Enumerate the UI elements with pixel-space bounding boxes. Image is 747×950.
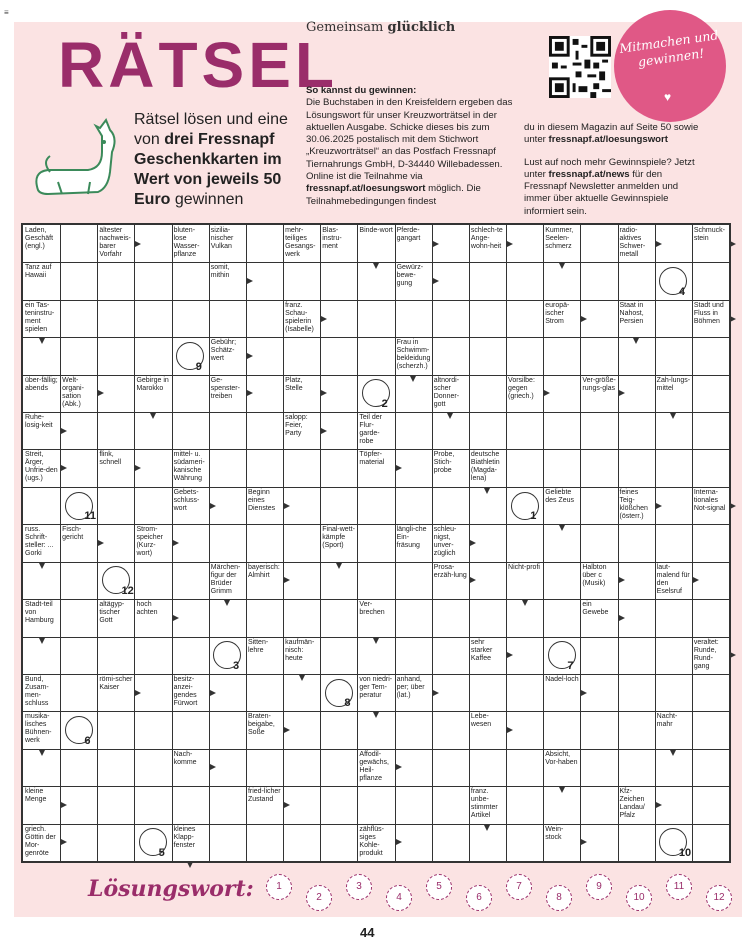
clue-cell: längli-che Ein-fräsung [396, 525, 432, 561]
clue-cell: besitz-anzei-gendes Fürwort [173, 675, 209, 711]
intro-text: Rätsel lösen und eine von drei Fressnapf Geschenkkarten im Wert von jeweils 50 Euro gewinnen [134, 111, 288, 208]
clue-cell: sizilia-nischer Vulkan [210, 226, 246, 262]
solution-slot[interactable]: 2 [306, 885, 332, 911]
clue-cell: zähflüs-siges Kohle-produkt [358, 825, 394, 861]
arrow-right-icon [284, 577, 290, 583]
clue-cell: Stadt und Fluss in Böhmen [693, 301, 729, 337]
clue-cell: Bund, Zusam-men-schluss [24, 675, 60, 711]
circle-number: 12 [121, 585, 134, 598]
arrow-right-icon [693, 577, 699, 583]
arrow-right-icon [284, 802, 290, 808]
clue-cell: Lebe-wesen [470, 712, 506, 748]
clue-cell: radio-aktives Schwer-metall [619, 226, 655, 262]
arrow-right-icon [656, 503, 662, 509]
grid-line [23, 562, 729, 563]
clue-cell: veraltet: Runde, Rund-gang [693, 638, 729, 674]
circle-number: 2 [381, 398, 388, 411]
arrow-right-icon [619, 577, 625, 583]
clue-cell: Kfz-Zeichen Landau/ Pfalz [619, 787, 655, 823]
clue-cell: Schmuck-stein [693, 226, 729, 262]
clue-cell: Strom-speicher (Kurz-wort) [135, 525, 171, 561]
arrow-down-icon [39, 338, 45, 344]
solution-slot[interactable]: 7 [506, 874, 532, 900]
arrow-right-icon [433, 690, 439, 696]
clue-cell: ältester nachweis-barer Vorfahr [98, 226, 134, 262]
arrow-right-icon [210, 690, 216, 696]
arrow-right-icon [507, 652, 513, 658]
heart-icon: ♥ [664, 90, 672, 104]
clue-cell: ein Tas-teninstru-ment spielen [24, 301, 60, 337]
clue-cell: schleu-nigst, unver-züglich [433, 525, 469, 561]
circle-number: 6 [84, 734, 91, 747]
how-to-win-continued: du in diesem Magazin auf Seite 50 sowie unter fressnapf.at/loesungswort Lust auf noch mehr Gewinnspiele? Jetzt unter fressnapf.at/news für den Fressnapf Newsletter anmelden und immer über aktuelle Gewinnspiele informiert sein. [524, 122, 699, 217]
clue-cell: sehr starker Kaffee [470, 638, 506, 674]
clue-cell: Zah-lungs-mittel [656, 376, 692, 412]
arrow-down-icon [373, 712, 379, 718]
clue-cell: bayerisch: Almhirt [247, 563, 283, 599]
grid-line [655, 225, 656, 861]
arrow-right-icon [284, 503, 290, 509]
arrow-right-icon [61, 428, 67, 434]
arrow-right-icon [581, 316, 587, 322]
arrow-right-icon [210, 764, 216, 770]
arrow-right-icon [135, 690, 141, 696]
page-number: 44 [360, 925, 375, 940]
arrow-right-icon [656, 241, 662, 247]
arrow-right-icon [730, 652, 736, 658]
clue-cell: Fisch-gericht [61, 525, 97, 561]
clue-cell: Nadel-loch [544, 675, 580, 711]
clue-cell: Interna-tionales Not-signal [693, 488, 729, 524]
arrow-down-icon [373, 638, 379, 644]
arrow-right-icon [321, 428, 327, 434]
arrow-right-icon [135, 241, 141, 247]
clue-cell: Pferde-gangart [396, 226, 432, 262]
clue-cell: von niedri-ger Tem-peratur [358, 675, 394, 711]
arrow-down-icon [559, 263, 565, 269]
arrow-right-icon [619, 390, 625, 396]
clue-cell: Platz, Stelle [284, 376, 320, 412]
clue-cell: Gebets-schluss-wort [173, 488, 209, 524]
arrow-right-icon [247, 278, 253, 284]
arrow-down-icon [633, 338, 639, 344]
arrow-right-icon [730, 241, 736, 247]
arrow-right-icon [396, 764, 402, 770]
clue-cell: musika-lisches Bühnen-werk [24, 712, 60, 748]
solution-slot[interactable]: 10 [626, 885, 652, 911]
clue-cell: Absicht, Vor-haben [544, 750, 580, 786]
clue-cell: Staat in Nahost, Persien [619, 301, 655, 337]
how-to-win-text: So kannst du gewinnen: Die Buchstaben in den Kreisfeldern ergeben das Lösungswort für unser Kreuzworträtsel in der aktuellen Ausgabe. Schicke dieses bis zum 30.06.2025 postalisch mit dem Stichwort „Kreuzworträtsel“ an das Postfach Fressnapf Tiernahrungs GmbH, D-34440 Willebadessen. Online ist die Teilnahme via fressnapf.at/loesungswort möglich. Die Teilnahmebedingungen findest [306, 85, 513, 207]
clue-cell: feines Teig-klößchen (österr.) [619, 488, 655, 524]
clue-cell: deutsche Biathletin (Magda-lena) [470, 450, 506, 486]
arrow-right-icon [730, 316, 736, 322]
clue-cell: Teil der Flur-garde-robe [358, 413, 394, 449]
clue-cell: Nach-komme [173, 750, 209, 786]
header-supertitle: Gemeinsam glücklich [306, 20, 456, 35]
clue-cell: Affodil-gewächs, Heil-pflanze [358, 750, 394, 786]
arrow-right-icon [581, 690, 587, 696]
clue-cell: schlech-te Ange-wohn-heit [470, 226, 506, 262]
arrow-down-icon [670, 750, 676, 756]
clue-cell: Final-wett-kämpfe (Sport) [321, 525, 357, 561]
arrow-down-icon [39, 563, 45, 569]
circle-number: 8 [344, 697, 351, 710]
clue-cell: Ver-brechen [358, 600, 394, 636]
clue-cell: Stadt-teil von Hamburg [24, 600, 60, 636]
clue-cell: kleine Menge [24, 787, 60, 823]
clue-cell: griech. Göttin der Mor-genröte [24, 825, 60, 861]
clue-cell: Gebühr; Schätz-wert [210, 338, 246, 374]
crossword-grid[interactable] [21, 223, 731, 863]
circle-number: 5 [158, 847, 165, 859]
clue-cell: Märchen-figur der Brüder Grimm [210, 563, 246, 599]
arrow-right-icon [284, 727, 290, 733]
arrow-right-icon [135, 465, 141, 471]
clue-cell: Ver-größe-rungs-glas [581, 376, 617, 412]
clue-cell: kaufmän-nisch: heute [284, 638, 320, 674]
arrow-right-icon [98, 540, 104, 546]
arrow-right-icon [173, 615, 179, 621]
clue-cell: Halbton über c (Musik) [581, 563, 617, 599]
clue-cell: Sitten-lehre [247, 638, 283, 674]
clue-cell: Geliebte des Zeus [544, 488, 580, 524]
clue-cell: Nacht-mahr [656, 712, 692, 748]
solution-label: Lösungswort: [88, 876, 254, 902]
arrow-right-icon [321, 390, 327, 396]
arrow-down-icon [447, 413, 453, 419]
clue-cell: fried-licher Zustand [247, 787, 283, 823]
circle-number: 11 [84, 510, 96, 523]
arrow-right-icon [433, 278, 439, 284]
circle-number: 7 [567, 659, 574, 672]
clue-cell: Töpfer-material [358, 450, 394, 486]
arrow-down-icon [373, 263, 379, 269]
arrow-right-icon [396, 839, 402, 845]
clue-cell: Gewürz-bewe-gung [396, 263, 432, 299]
circle-number: 4 [678, 285, 685, 298]
grid-line [23, 375, 729, 376]
circle-number: 10 [678, 847, 692, 859]
arrow-down-icon [224, 600, 230, 606]
clue-cell: europä-ischer Strom [544, 301, 580, 337]
arrow-right-icon [470, 540, 476, 546]
clue-cell: somit, mithin [210, 263, 246, 299]
clue-cell: ein Gewebe [581, 600, 617, 636]
clue-cell: mehr-teiliges Gesangs-werk [284, 226, 320, 262]
solution-slot[interactable]: 8 [546, 885, 572, 911]
solution-slot[interactable]: 5 [426, 874, 452, 900]
arrow-down-icon [150, 413, 156, 419]
solution-slot[interactable]: 11 [666, 874, 692, 900]
clue-cell: flink, schnell [98, 450, 134, 486]
solution-slot[interactable]: 3 [346, 874, 372, 900]
page-title: RÄTSEL [58, 29, 338, 101]
clue-cell: salopp: Feier, Party [284, 413, 320, 449]
arrow-right-icon [730, 503, 736, 509]
circle-number: 1 [530, 510, 537, 523]
corner-mark: ≡ [4, 8, 9, 17]
arrow-right-icon [61, 802, 67, 808]
clue-cell: über-fällig; abends [24, 376, 60, 412]
clue-cell: franz. Schau-spielerin (Isabelle) [284, 301, 320, 337]
arrow-right-icon [247, 353, 253, 359]
arrow-down-icon [299, 675, 305, 681]
clue-cell: mittel- u. südameri-kanische Währung [173, 450, 209, 486]
clue-cell: Binde-wort [358, 226, 394, 262]
clue-cell: franz. unbe-stimmter Artikel [470, 787, 506, 823]
clue-cell: Nicht-profi [507, 563, 543, 599]
clue-cell: altnordi-scher Donner-gott [433, 376, 469, 412]
clue-cell: römi-scher Kaiser [98, 675, 134, 711]
arrow-right-icon [321, 316, 327, 322]
clue-cell: Laden, Geschäft (engl.) [24, 226, 60, 262]
clue-cell: altägyp-tischer Gott [98, 600, 134, 636]
arrow-right-icon [210, 503, 216, 509]
arrow-down-icon [670, 413, 676, 419]
arrow-right-icon [470, 577, 476, 583]
arrow-right-icon [544, 390, 550, 396]
circle-number: 9 [195, 360, 202, 373]
solution-slot[interactable]: 6 [466, 885, 492, 911]
clue-cell: Welt-organi-sation (Abk.) [61, 376, 97, 412]
arrow-right-icon [173, 540, 179, 546]
arrow-down-icon [187, 862, 193, 868]
solution-slot[interactable]: 12 [706, 885, 732, 911]
clue-cell: Probe, Stich-probe [433, 450, 469, 486]
arrow-down-icon [559, 525, 565, 531]
arrow-right-icon [247, 390, 253, 396]
clue-cell: kleines Klapp-fenster [173, 825, 209, 861]
arrow-down-icon [484, 488, 490, 494]
arrow-right-icon [581, 839, 587, 845]
grid-line [506, 225, 507, 861]
arrow-right-icon [507, 727, 513, 733]
arrow-down-icon [522, 600, 528, 606]
arrow-right-icon [61, 839, 67, 845]
clue-cell: laut-malend für den Eselsruf [656, 563, 692, 599]
arrow-right-icon [98, 390, 104, 396]
arrow-right-icon [619, 615, 625, 621]
arrow-down-icon [336, 563, 342, 569]
clue-cell: Ruhe-losig-keit [24, 413, 60, 449]
qr-code-icon[interactable] [549, 36, 611, 98]
clue-cell: Braten-beigabe, Soße [247, 712, 283, 748]
clue-cell: Kummer, Seelen-schmerz [544, 226, 580, 262]
clue-cell: Prosa-erzäh-lung [433, 563, 469, 599]
clue-cell: bluten-lose Wasser-pflanze [173, 226, 209, 262]
grid-line [23, 337, 729, 338]
arrow-right-icon [507, 241, 513, 247]
arrow-right-icon [396, 465, 402, 471]
clue-cell: Tanz auf Hawaii [24, 263, 60, 299]
grid-line [23, 524, 729, 525]
clue-cell: Vorsilbe: gegen (griech.) [507, 376, 543, 412]
clue-cell: russ. Schrift-steller: ... Gorki [24, 525, 60, 561]
cat-illustration-icon [28, 112, 120, 202]
clue-cell: Gebirge in Marokko [135, 376, 171, 412]
arrow-right-icon [61, 465, 67, 471]
solution-slot[interactable]: 4 [386, 885, 412, 911]
solution-slot[interactable]: 1 [266, 874, 292, 900]
clue-cell: Ge-spenster-treiben [210, 376, 246, 412]
solution-slot[interactable]: 9 [586, 874, 612, 900]
clue-cell: Streit, Ärger, Unfrie-den (ugs.) [24, 450, 60, 486]
grid-line [246, 225, 247, 861]
clue-cell: anhand, per; über (lat.) [396, 675, 432, 711]
clue-cell: Blas-instru-ment [321, 226, 357, 262]
arrow-down-icon [39, 638, 45, 644]
circle-number: 3 [232, 659, 240, 672]
arrow-right-icon [656, 802, 662, 808]
arrow-down-icon [559, 787, 565, 793]
arrow-down-icon [484, 825, 490, 831]
arrow-right-icon [433, 241, 439, 247]
arrow-down-icon [39, 750, 45, 756]
clue-cell: Beginn eines Dienstes [247, 488, 283, 524]
participate-badge: Mitmachen und gewinnen! ♥ [614, 10, 726, 122]
arrow-down-icon [410, 376, 416, 382]
clue-cell: hoch achten [135, 600, 171, 636]
clue-cell: Frau in Schwimm-bekleidung (scherzh.) [396, 338, 432, 374]
clue-cell: Wein-stock [544, 825, 580, 861]
